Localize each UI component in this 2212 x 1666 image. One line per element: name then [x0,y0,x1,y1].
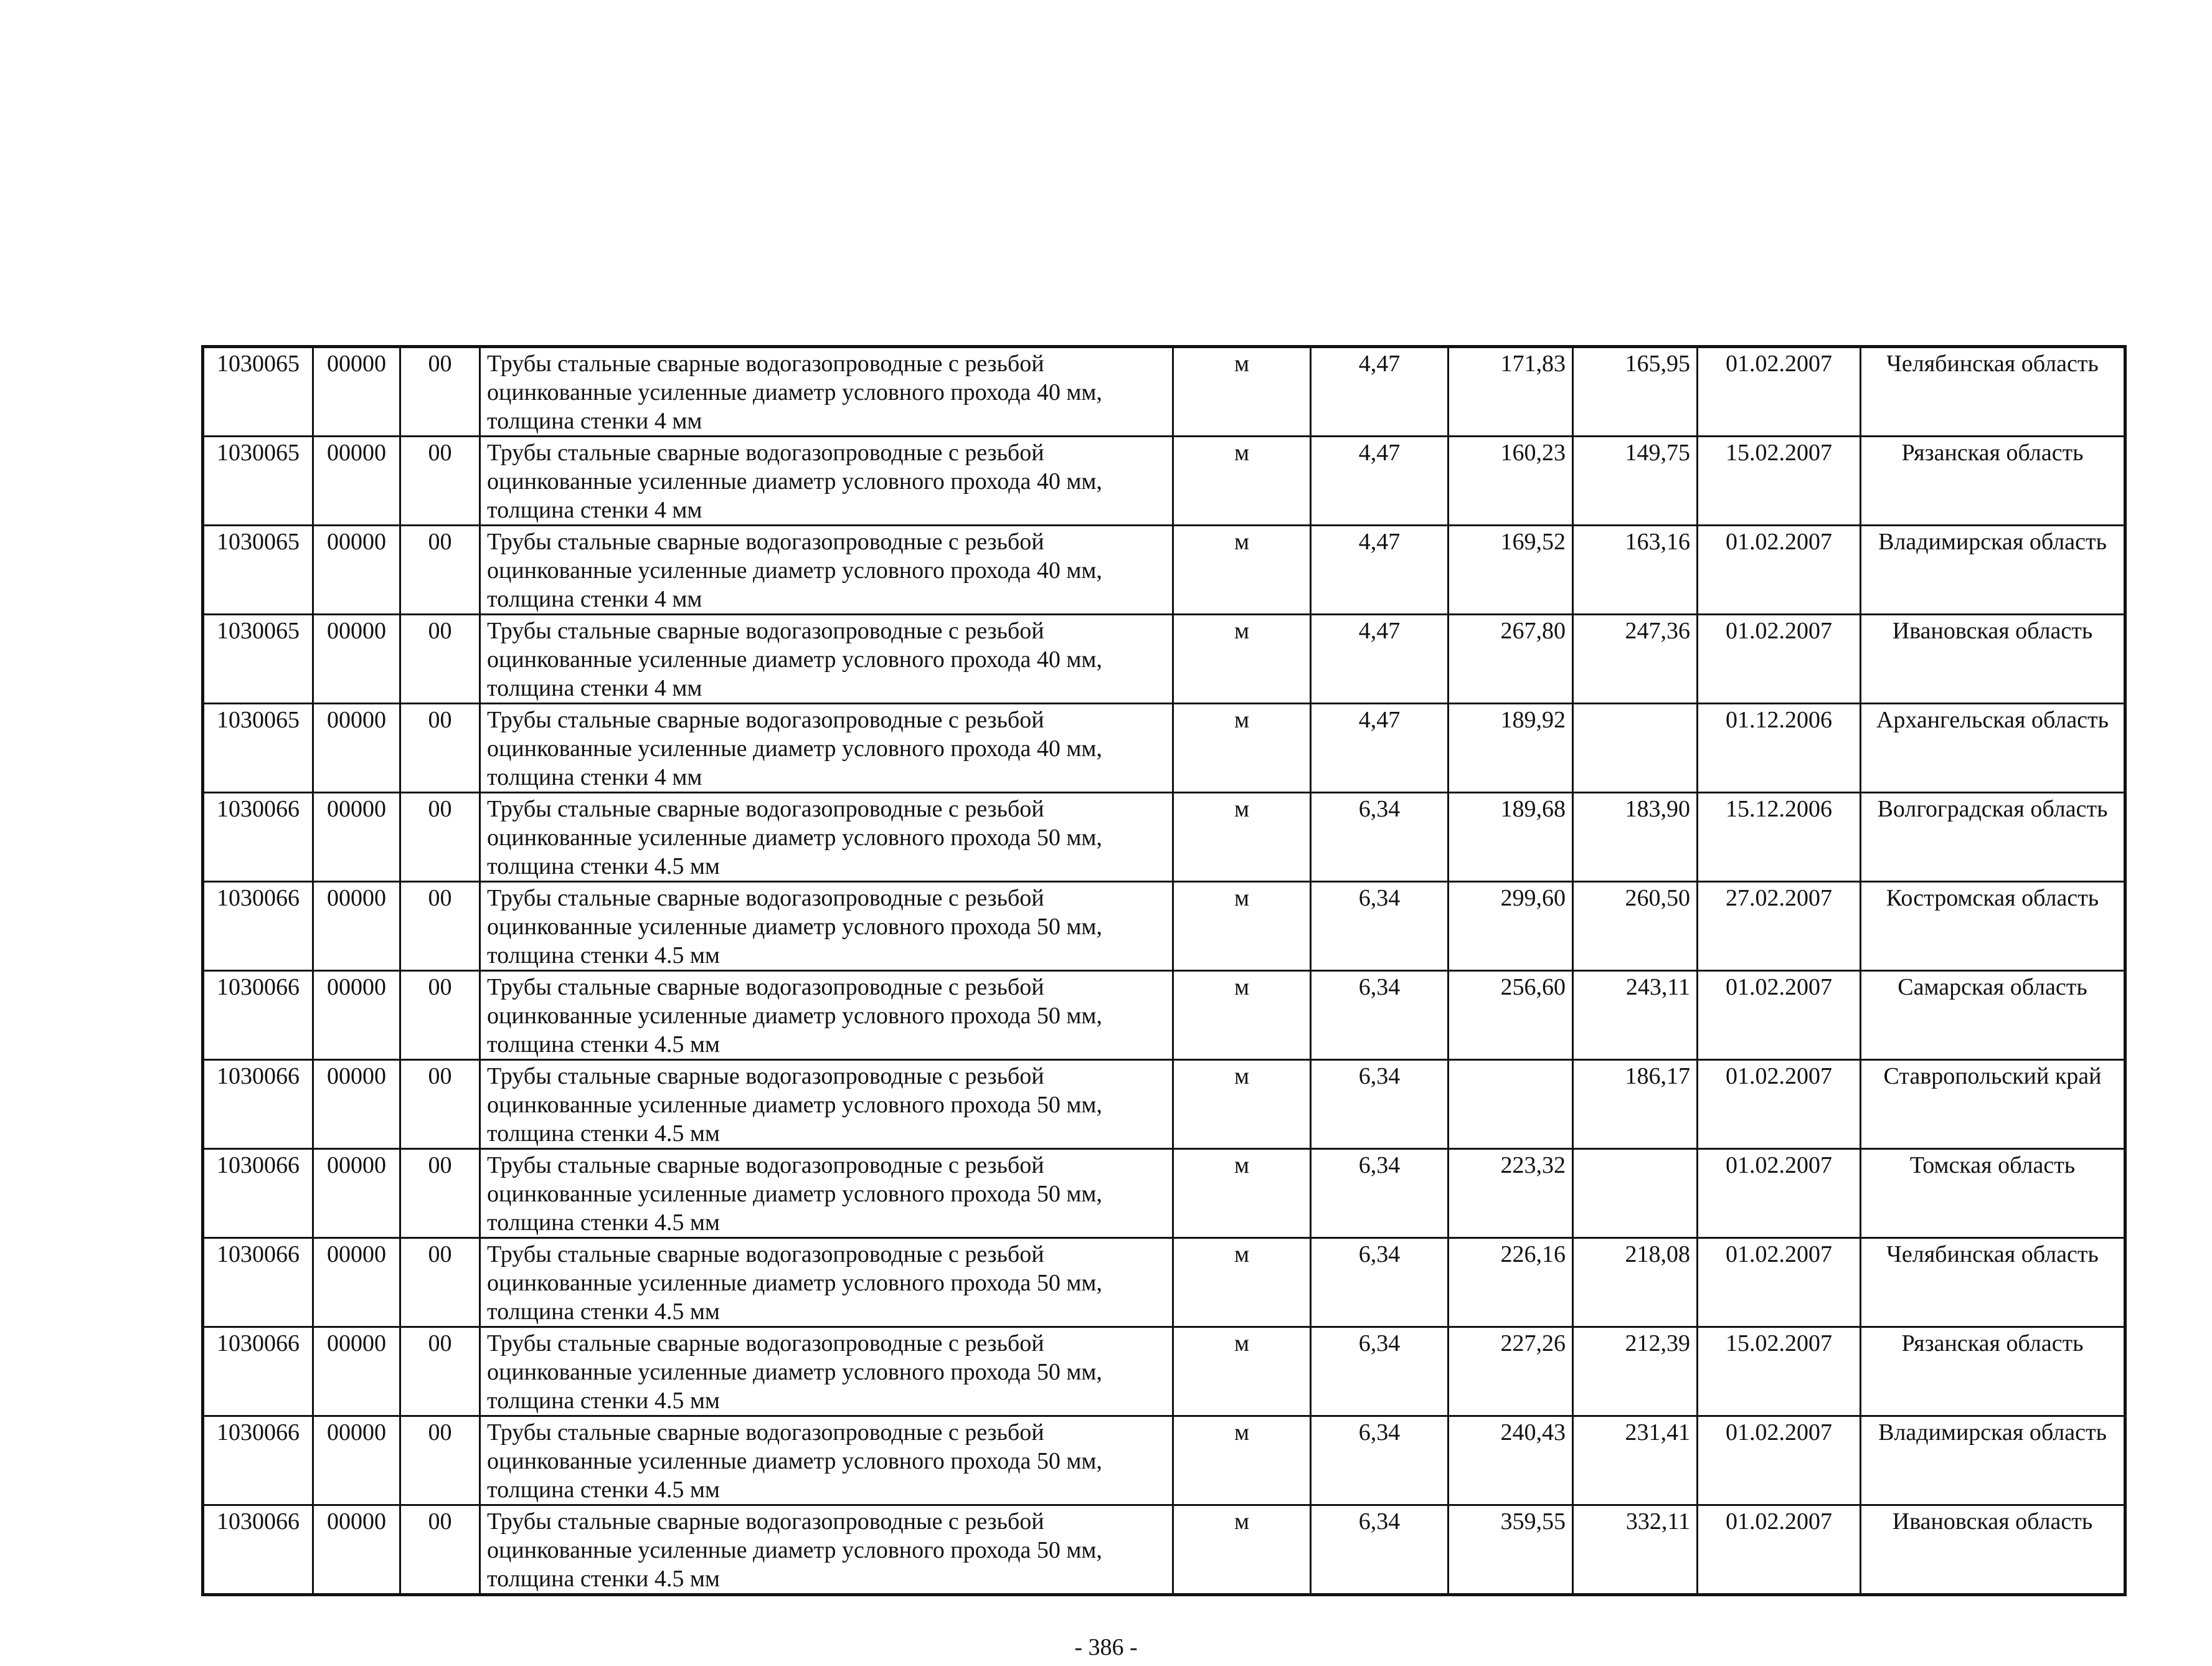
price-alt-cell [1573,1149,1698,1238]
description-cell: Трубы стальные сварные водогазопроводные с резьбой оцинкованные усиленные диаметр условного прохода 50 мм, толщина стенки 4.5 мм [480,1327,1173,1416]
date-cell: 01.12.2006 [1698,704,1861,793]
region-cell: Архангельская область [1861,704,2125,793]
version-cell: 00 [400,971,480,1060]
weight-cell: 4,47 [1311,615,1449,704]
date-cell: 01.02.2007 [1698,1060,1861,1149]
resource-code-cell: 1030065 [203,437,313,526]
unit-cell: м [1173,526,1311,615]
price-alt-cell: 247,36 [1573,615,1698,704]
description-cell: Трубы стальные сварные водогазопроводные с резьбой оцинкованные усиленные диаметр условного прохода 50 мм, толщина стенки 4.5 мм [480,971,1173,1060]
price-alt-cell: 163,16 [1573,526,1698,615]
date-cell: 01.02.2007 [1698,1416,1861,1505]
table-row [203,1238,2125,1327]
sub-code-cell: 00000 [313,971,400,1060]
price-alt-cell [1573,704,1698,793]
price-alt-cell: 165,95 [1573,347,1698,437]
date-cell: 01.02.2007 [1698,1238,1861,1327]
version-cell: 00 [400,1416,480,1505]
sub-code-cell: 00000 [313,615,400,704]
region-cell: Самарская область [1861,971,2125,1060]
unit-cell: м [1173,1505,1311,1595]
table-row [203,704,2125,793]
table-row [203,1060,2125,1149]
weight-cell: 6,34 [1311,1505,1449,1595]
sub-code-cell: 00000 [313,1060,400,1149]
region-cell: Ивановская область [1861,1505,2125,1595]
weight-cell: 6,34 [1311,882,1449,971]
region-cell: Ставропольский край [1861,1060,2125,1149]
unit-cell: м [1173,1416,1311,1505]
price-cell: 189,92 [1449,704,1573,793]
date-cell: 01.02.2007 [1698,1149,1861,1238]
sub-code-cell: 00000 [313,1238,400,1327]
price-alt-cell: 212,39 [1573,1327,1698,1416]
resource-code-cell: 1030066 [203,1149,313,1238]
region-cell: Рязанская область [1861,1327,2125,1416]
weight-cell: 6,34 [1311,971,1449,1060]
resource-code-cell: 1030066 [203,793,313,882]
table-row [203,1327,2125,1416]
description-cell: Трубы стальные сварные водогазопроводные с резьбой оцинкованные усиленные диаметр условного прохода 50 мм, толщина стенки 4.5 мм [480,1505,1173,1595]
table-row [203,1416,2125,1505]
price-cell: 227,26 [1449,1327,1573,1416]
price-alt-cell: 218,08 [1573,1238,1698,1327]
unit-cell: м [1173,615,1311,704]
price-alt-cell: 332,11 [1573,1505,1698,1595]
price-table [201,345,2127,1596]
price-cell [1449,1060,1573,1149]
unit-cell: м [1173,347,1311,437]
description-cell: Трубы стальные сварные водогазопроводные с резьбой оцинкованные усиленные диаметр условного прохода 50 мм, толщина стенки 4.5 мм [480,1149,1173,1238]
price-alt-cell: 183,90 [1573,793,1698,882]
price-cell: 256,60 [1449,971,1573,1060]
table-row [203,971,2125,1060]
unit-cell: м [1173,793,1311,882]
description-cell: Трубы стальные сварные водогазопроводные с резьбой оцинкованные усиленные диаметр условного прохода 50 мм, толщина стенки 4.5 мм [480,793,1173,882]
date-cell: 01.02.2007 [1698,347,1861,437]
resource-code-cell: 1030065 [203,347,313,437]
date-cell: 27.02.2007 [1698,882,1861,971]
unit-cell: м [1173,1327,1311,1416]
sub-code-cell: 00000 [313,1505,400,1595]
description-cell: Трубы стальные сварные водогазопроводные с резьбой оцинкованные усиленные диаметр условного прохода 50 мм, толщина стенки 4.5 мм [480,1238,1173,1327]
table-row [203,526,2125,615]
version-cell: 00 [400,615,480,704]
region-cell: Челябинская область [1861,1238,2125,1327]
region-cell: Костромская область [1861,882,2125,971]
date-cell: 01.02.2007 [1698,971,1861,1060]
description-cell: Трубы стальные сварные водогазопроводные с резьбой оцинкованные усиленные диаметр условного прохода 40 мм, толщина стенки 4 мм [480,526,1173,615]
sub-code-cell: 00000 [313,437,400,526]
table-row [203,882,2125,971]
table-row [203,347,2125,437]
price-alt-cell: 149,75 [1573,437,1698,526]
region-cell: Владимирская область [1861,526,2125,615]
resource-code-cell: 1030065 [203,526,313,615]
description-cell: Трубы стальные сварные водогазопроводные с резьбой оцинкованные усиленные диаметр условного прохода 40 мм, толщина стенки 4 мм [480,437,1173,526]
table-row [203,615,2125,704]
version-cell: 00 [400,1149,480,1238]
price-alt-cell: 231,41 [1573,1416,1698,1505]
version-cell: 00 [400,1327,480,1416]
weight-cell: 4,47 [1311,526,1449,615]
version-cell: 00 [400,1060,480,1149]
weight-cell: 4,47 [1311,347,1449,437]
description-cell: Трубы стальные сварные водогазопроводные с резьбой оцинкованные усиленные диаметр условного прохода 50 мм, толщина стенки 4.5 мм [480,1060,1173,1149]
sub-code-cell: 00000 [313,347,400,437]
resource-code-cell: 1030066 [203,882,313,971]
weight-cell: 4,47 [1311,704,1449,793]
unit-cell: м [1173,1060,1311,1149]
date-cell: 15.02.2007 [1698,437,1861,526]
resource-code-cell: 1030066 [203,1327,313,1416]
weight-cell: 4,47 [1311,437,1449,526]
unit-cell: м [1173,882,1311,971]
weight-cell: 6,34 [1311,1060,1449,1149]
weight-cell: 6,34 [1311,1416,1449,1505]
region-cell: Ивановская область [1861,615,2125,704]
table-row [203,1149,2125,1238]
price-alt-cell: 243,11 [1573,971,1698,1060]
price-cell: 160,23 [1449,437,1573,526]
date-cell: 01.02.2007 [1698,526,1861,615]
resource-code-cell: 1030066 [203,971,313,1060]
price-cell: 267,80 [1449,615,1573,704]
version-cell: 00 [400,882,480,971]
price-alt-cell: 186,17 [1573,1060,1698,1149]
price-cell: 226,16 [1449,1238,1573,1327]
price-cell: 240,43 [1449,1416,1573,1505]
price-cell: 169,52 [1449,526,1573,615]
sub-code-cell: 00000 [313,526,400,615]
weight-cell: 6,34 [1311,1238,1449,1327]
weight-cell: 6,34 [1311,793,1449,882]
version-cell: 00 [400,347,480,437]
region-cell: Томская область [1861,1149,2125,1238]
resource-code-cell: 1030065 [203,704,313,793]
date-cell: 15.12.2006 [1698,793,1861,882]
resource-code-cell: 1030066 [203,1060,313,1149]
region-cell: Челябинская область [1861,347,2125,437]
unit-cell: м [1173,437,1311,526]
version-cell: 00 [400,437,480,526]
price-table-container [201,345,2124,1596]
price-cell: 189,68 [1449,793,1573,882]
price-cell: 171,83 [1449,347,1573,437]
region-cell: Владимирская область [1861,1416,2125,1505]
resource-code-cell: 1030066 [203,1238,313,1327]
price-cell: 223,32 [1449,1149,1573,1238]
sub-code-cell: 00000 [313,1327,400,1416]
description-cell: Трубы стальные сварные водогазопроводные с резьбой оцинкованные усиленные диаметр условного прохода 40 мм, толщина стенки 4 мм [480,704,1173,793]
region-cell: Рязанская область [1861,437,2125,526]
table-row [203,793,2125,882]
page-number: - 386 - [1074,1634,1138,1660]
price-alt-cell: 260,50 [1573,882,1698,971]
sub-code-cell: 00000 [313,882,400,971]
version-cell: 00 [400,704,480,793]
version-cell: 00 [400,793,480,882]
weight-cell: 6,34 [1311,1149,1449,1238]
price-cell: 299,60 [1449,882,1573,971]
resource-code-cell: 1030066 [203,1505,313,1595]
description-cell: Трубы стальные сварные водогазопроводные с резьбой оцинкованные усиленные диаметр условного прохода 40 мм, толщина стенки 4 мм [480,347,1173,437]
date-cell: 15.02.2007 [1698,1327,1861,1416]
version-cell: 00 [400,1238,480,1327]
description-cell: Трубы стальные сварные водогазопроводные с резьбой оцинкованные усиленные диаметр условного прохода 50 мм, толщина стенки 4.5 мм [480,882,1173,971]
sub-code-cell: 00000 [313,704,400,793]
sub-code-cell: 00000 [313,1149,400,1238]
version-cell: 00 [400,526,480,615]
weight-cell: 6,34 [1311,1327,1449,1416]
table-row [203,437,2125,526]
price-cell: 359,55 [1449,1505,1573,1595]
resource-code-cell: 1030065 [203,615,313,704]
region-cell: Волгоградская область [1861,793,2125,882]
date-cell: 01.02.2007 [1698,615,1861,704]
sub-code-cell: 00000 [313,1416,400,1505]
unit-cell: м [1173,1149,1311,1238]
unit-cell: м [1173,971,1311,1060]
table-body [203,347,2125,1595]
table-row [203,1505,2125,1595]
description-cell: Трубы стальные сварные водогазопроводные с резьбой оцинкованные усиленные диаметр условного прохода 50 мм, толщина стенки 4.5 мм [480,1416,1173,1505]
date-cell: 01.02.2007 [1698,1505,1861,1595]
resource-code-cell: 1030066 [203,1416,313,1505]
version-cell: 00 [400,1505,480,1595]
description-cell: Трубы стальные сварные водогазопроводные с резьбой оцинкованные усиленные диаметр условного прохода 40 мм, толщина стенки 4 мм [480,615,1173,704]
unit-cell: м [1173,704,1311,793]
unit-cell: м [1173,1238,1311,1327]
sub-code-cell: 00000 [313,793,400,882]
